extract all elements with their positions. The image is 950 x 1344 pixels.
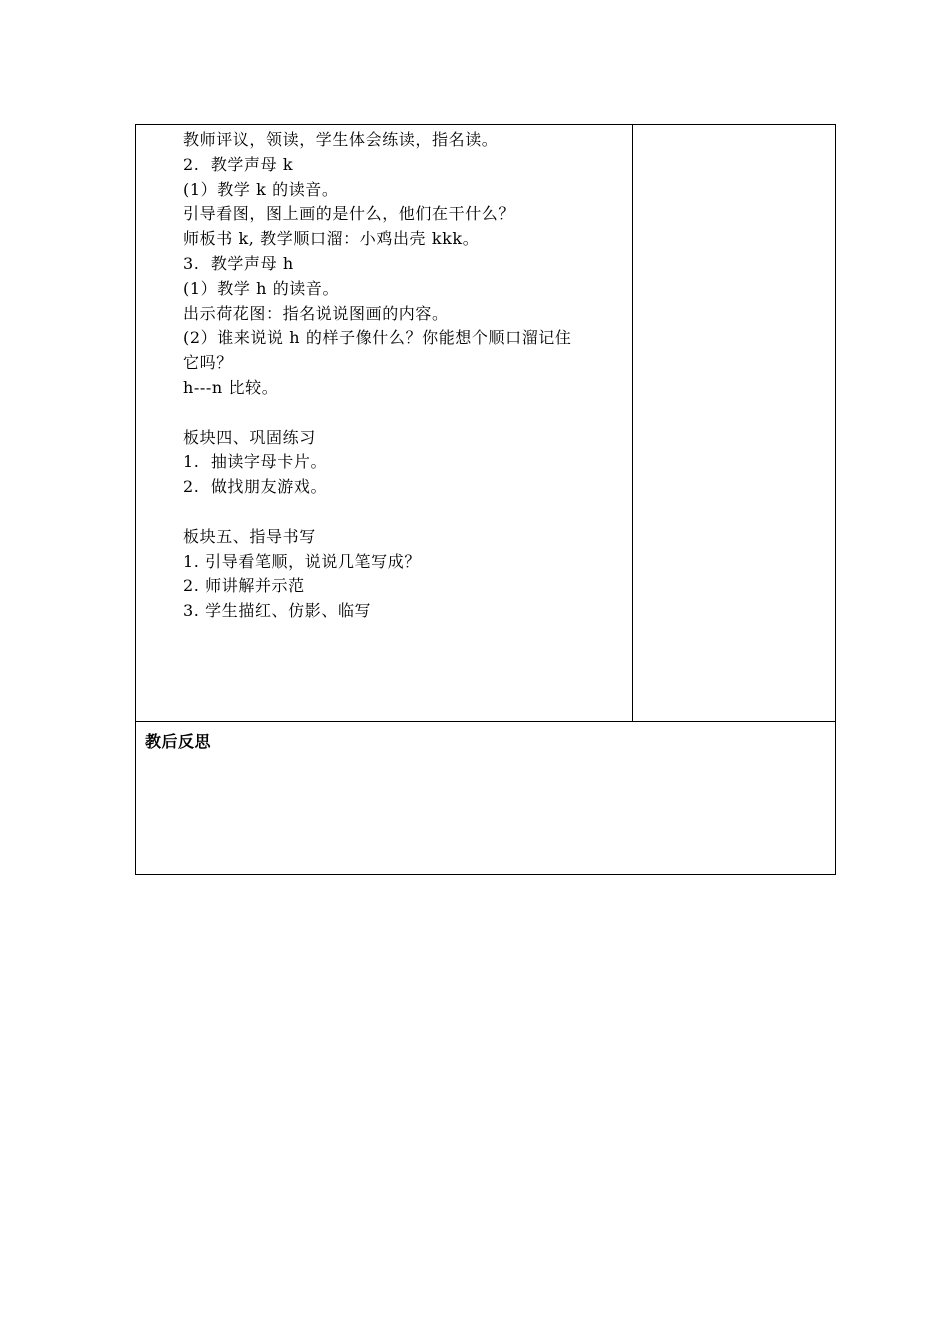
lesson-line: 1. 引导看笔顺，说说几笔写成？ [183, 551, 421, 571]
reflection-title: 教后反思 [145, 732, 212, 751]
section-heading: 板块五、指导书写 [183, 526, 316, 546]
lesson-line: 3. 教学声母 h [183, 253, 294, 273]
lesson-line: 它吗？ [183, 353, 233, 373]
reflection-row [136, 722, 836, 875]
lesson-line: 师板书 k, 教学顺口溜：小鸡出壳 kkk。 [183, 229, 480, 249]
lesson-process-content [136, 125, 632, 624]
lesson-line: 出示荷花图：指名说说图画的内容。 [183, 303, 449, 323]
lesson-line: (1）教学 h 的读音。 [183, 278, 340, 298]
lesson-line: 1. 抽读字母卡片。 [183, 452, 328, 472]
lesson-line: 教师评议，领读，学生体会练读，指名读。 [183, 130, 499, 149]
blank-line [183, 500, 626, 525]
lesson-line: (1）教学 k 的读音。 [183, 179, 339, 199]
side-notes-cell [633, 125, 836, 722]
lesson-line: h---n 比较。 [183, 377, 279, 397]
lesson-process-row [136, 125, 836, 722]
lesson-process-cell [136, 125, 633, 722]
section-heading: 板块四、巩固练习 [183, 427, 316, 447]
lesson-line: 引导看图，图上画的是什么，他们在干什么？ [183, 204, 516, 224]
lesson-line: 3. 学生描红、仿影、临写 [183, 601, 372, 621]
lesson-line: 2. 师讲解并示范 [183, 576, 305, 596]
lesson-line: (2）谁来说说 h 的样子像什么？你能想个顺口溜记住 [183, 328, 572, 348]
blank-line [183, 401, 626, 426]
lesson-line: 2. 做找朋友游戏。 [183, 477, 328, 497]
lesson-plan-table [135, 124, 836, 875]
reflection-cell [136, 722, 836, 875]
lesson-line: 2. 教学声母 k [183, 154, 294, 174]
